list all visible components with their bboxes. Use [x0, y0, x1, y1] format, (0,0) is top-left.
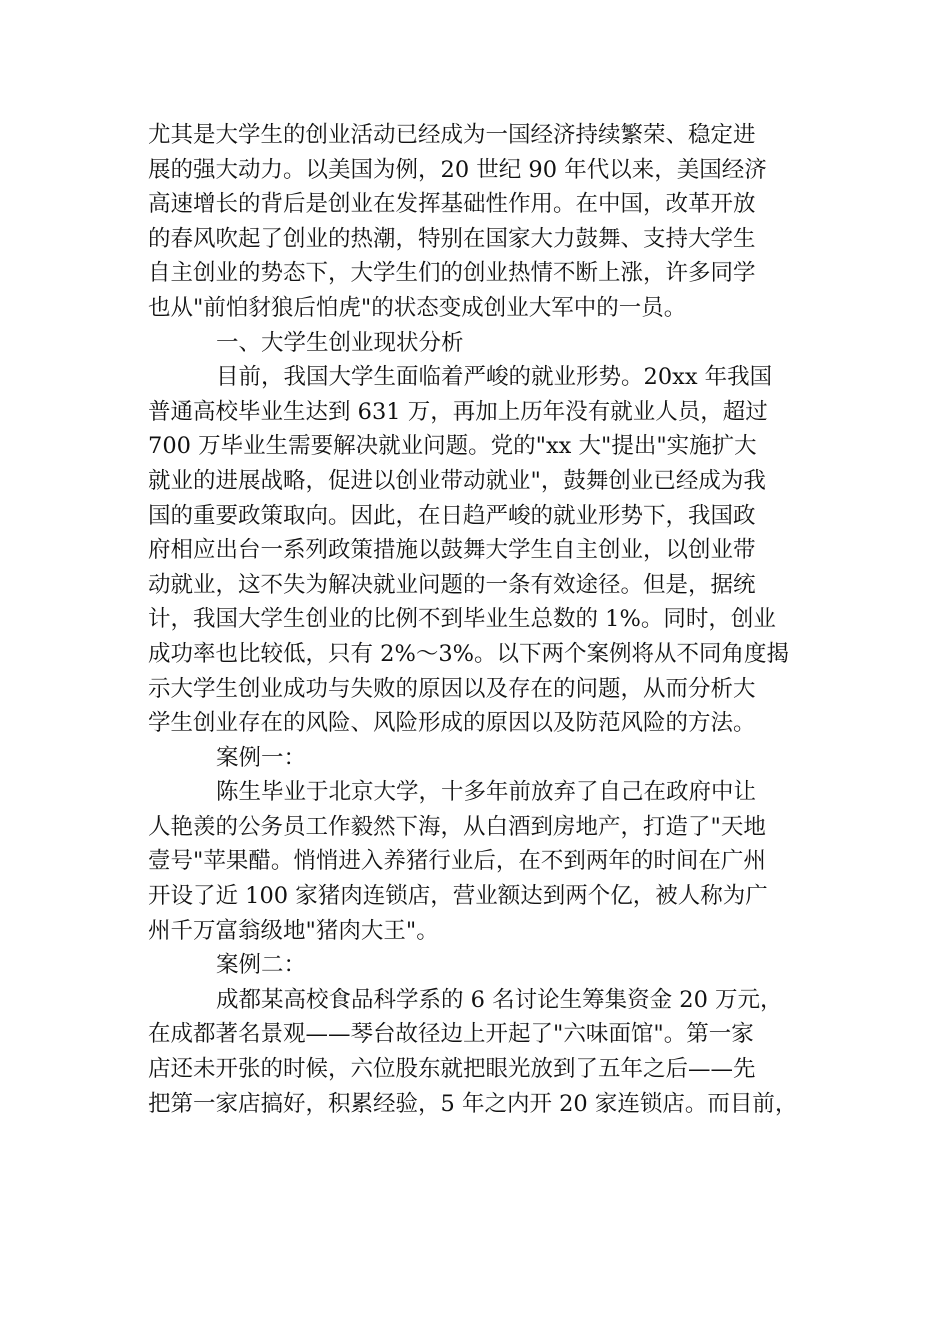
paragraph-start-line: 目前，我国大学生面临着严峻的就业形势。20xx 年我国 [216, 364, 773, 391]
text-line: 开设了近 100 家猪肉连锁店，营业额达到两个亿，被人称为广 [148, 883, 768, 910]
text-line: 壹号"苹果醋。悄悄进入养猪行业后，在不到两年的时间在广州 [148, 848, 766, 875]
text-line: 也从"前怕豺狼后怕虎"的状态变成创业大军中的一员。 [148, 294, 687, 321]
paragraph-start-line: 成都某高校食品科学系的 6 名讨论生筹集资金 20 万元， [216, 986, 783, 1013]
text-line: 的春风吹起了创业的热潮，特别在国家大力鼓舞、支持大学生 [148, 225, 756, 252]
text-line: 自主创业的势态下，大学生们的创业热情不断上涨，许多同学 [148, 260, 756, 287]
text-line: 店还未开张的时候，六位股东就把眼光放到了五年之后——先 [148, 1056, 756, 1083]
text-line: 普通高校毕业生达到 631 万，再加上历年没有就业人员，超过 [148, 398, 768, 425]
text-line: 700 万毕业生需要解决就业问题。党的"xx 大"提出"实施扩大 [148, 433, 757, 460]
text-line: 州千万富翁级地"猪肉大王"。 [148, 917, 439, 944]
section-heading: 一、大学生创业现状分析 [216, 329, 464, 356]
text-line: 展的强大动力。以美国为例，20 世纪 90 年代以来，美国经济 [148, 156, 767, 183]
case-heading: 案例一： [216, 744, 307, 771]
text-line: 学生创业存在的风险、风险形成的原因以及防范风险的方法。 [148, 710, 756, 737]
text-line: 府相应出台一系列政策措施以鼓舞大学生自主创业，以创业带 [148, 537, 756, 564]
text-line: 成功率也比较低，只有 2%～3%。以下两个案例将从不同角度揭 [148, 640, 790, 667]
text-line: 动就业，这不失为解决就业问题的一条有效途径。但是，据统 [148, 571, 756, 598]
document-body [148, 118, 808, 1121]
paragraph-start-line: 陈生毕业于北京大学，十多年前放弃了自己在政府中让 [216, 779, 757, 806]
text-line: 把第一家店搞好，积累经验，5 年之内开 20 家连锁店。而目前， [148, 1090, 798, 1117]
text-line: 示大学生创业成功与失败的原因以及存在的问题，从而分析大 [148, 675, 756, 702]
text-line: 尤其是大学生的创业活动已经成为一国经济持续繁荣、稳定进 [148, 122, 756, 148]
text-line: 计，我国大学生创业的比例不到毕业生总数的 1%。同时，创业 [148, 606, 776, 633]
text-line: 就业的进展战略，促进以创业带动就业"，鼓舞创业已经成为我 [148, 467, 766, 494]
text-line: 在成都著名景观——琴台故径边上开起了"六味面馆"。第一家 [148, 1021, 754, 1048]
text-line: 人艳羡的公务员工作毅然下海，从白酒到房地产，打造了"天地 [148, 813, 766, 840]
text-line: 高速增长的背后是创业在发挥基础性作用。在中国，改革开放 [148, 191, 756, 218]
case-heading: 案例二： [216, 952, 307, 979]
text-line: 国的重要政策取向。因此，在日趋严峻的就业形势下，我国政 [148, 502, 756, 529]
